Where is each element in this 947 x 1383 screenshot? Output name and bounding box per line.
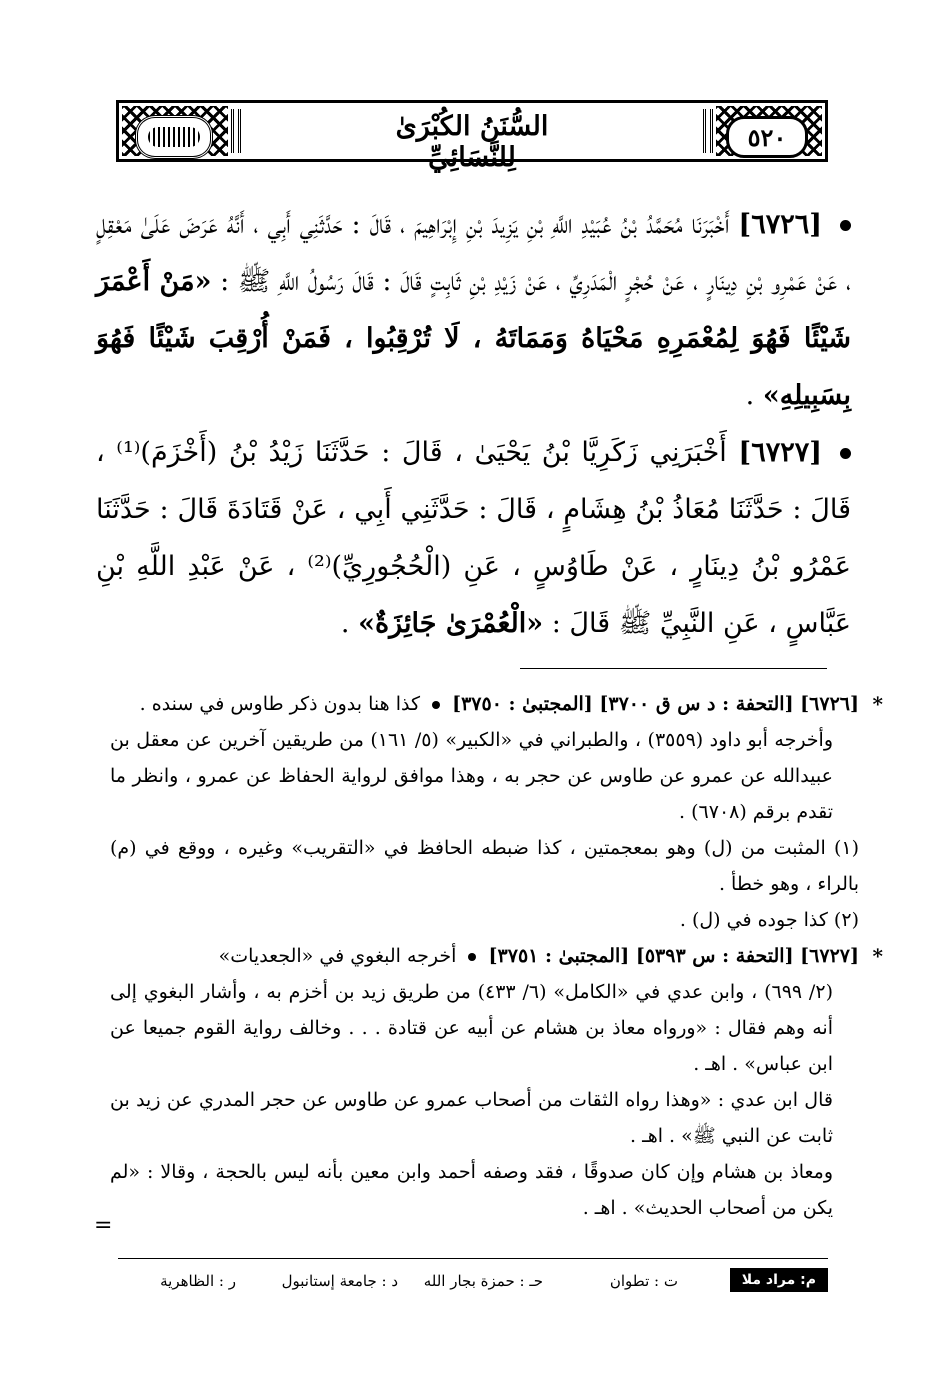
hadith-isnad: أَخْبَرَنَا مُحَمَّدُ بْنُ عُبَيْدِ اللَّهِ بْنِ يَزِيدَ بْنِ إِبْرَاهِيمَ ، قَالَ : حَدَّثَنِي أَبِي ، أَنَّهُ عَرَضَ عَلَىٰ مَعْقِلٍ ، عَنْ عَمْرِو بْنِ دِينَارٍ ، عَنْ حُجْرٍ الْمَدَرِيِّ ، عَنْ زَيْدِ بْنِ ثَابِتٍ قَالَ : قَالَ رَسُولُ اللَّهِ ﷺ : — [96, 209, 851, 297]
header-seal-emblem — [135, 115, 213, 159]
hadith-number: [٦٧٢٧] — [738, 437, 822, 468]
bullet-icon — [432, 701, 440, 709]
asterisk-icon: * — [872, 944, 883, 968]
siglum-d: د : جامعة إستانبول — [281, 1272, 398, 1290]
hadith-matn: «مَنْ أَعْمَرَ شَيْئًا فَهُوَ لِمُعْمَرِهِ مَحْيَاهُ وَمَمَاتَهُ ، لَا تُرْقِبُوا ، فَمَنْ أُرْقِبَ شَيْئًا فَهُوَ بِسَبِيلِهِ» — [96, 266, 851, 411]
note-text: أخرجه البغوي في «الجعديات» — [218, 945, 457, 967]
note-text: وأخرجه أبو داود (٣٥٥٩) ، والطبراني في «الكبير» (٥/ ١٦١) من طريقين آخرين عن معقل بن عبيدالله عن عمرو عن طاوس عن حجر به ، وهذا موافق لرواية الحفاظ عن عمرو ، وانظر ما تقدم برقم (٦٧٠٨) . — [110, 729, 834, 823]
hadith-matn: «الْعُمْرَىٰ جَائِزَةٌ» — [358, 608, 544, 639]
bullet-icon — [840, 220, 851, 231]
continuation-mark: = — [94, 1213, 113, 1238]
page-number: ٥٢٠ — [726, 116, 808, 158]
footnote-1: (١) المثبت من (ل) وهو بمعجمتين ، كذا ضبطه الحافظ في «التقريب» وغيره ، ووقع في (م) بالراء ، وهو خطأ . — [110, 837, 859, 895]
note-reference: [٦٧٢٧] [التحفة : س ٥٣٩٣] [المجتبىٰ : ٣٧٥١] — [488, 945, 859, 967]
takhrij-note-6727 — [110, 938, 883, 1226]
siglum-badge: م: مراد ملا — [730, 1268, 828, 1292]
hadith-isnad: أَخْبَرَنِي زَكَرِيَّا بْنُ يَحْيَىٰ ، قَالَ : حَدَّثَنَا زَيْدُ بْنُ (أَخْزَمَ)⁽¹⁾ ، قَالَ : حَدَّثَنَا مُعَاذُ بْنُ هِشَامٍ ، قَالَ : حَدَّثَنِي أَبِي ، عَنْ قَتَادَةَ قَالَ : حَدَّثَنَا عَمْرُو بْنُ دِينَارٍ ، عَنْ طَاوُسٍ ، عَنِ (الْحُجُورِيِّ)⁽²⁾ ، عَنْ عَبْدِ اللَّهِ بْنِ عَبَّاسٍ ، عَنِ النَّبِيِّ ﷺ قَالَ : — [96, 437, 851, 639]
note-text: (٢/ ٦٩٩) ، وابن عدي في «الكامل» (٦/ ٤٣٣) من طريق زيد بن أخزم به ، وأشار البغوي إلى أنه وهم فقال : «ورواه معاذ بن هشام عن أبيه عن قتادة . . . وخالف رواية القوم جميعا عن ابن عباس» . اهـ . — [110, 981, 833, 1075]
takhrij-note-6726 — [110, 686, 883, 830]
footnote-2: (٢) كذا جوده في (ل) . — [679, 909, 859, 931]
hadith-6727: [٦٧٢٧] أَخْبَرَنِي زَكَرِيَّا بْنُ يَحْيَىٰ ، قَالَ : حَدَّثَنَا زَيْدُ بْنُ (أَخْزَمَ)⁽¹⁾ ، قَالَ : حَدَّثَنَا مُعَاذُ بْنُ هِشَامٍ ، قَالَ : حَدَّثَنِي أَبِي ، عَنْ قَتَادَةَ قَالَ : حَدَّثَنَا عَمْرُو بْنُ دِينَارٍ ، عَنْ طَاوُسٍ ، عَنِ (الْحُجُورِيِّ)⁽²⁾ ، عَنْ عَبْدِ اللَّهِ بْنِ عَبَّاسٍ ، عَنِ النَّبِيِّ ﷺ قَالَ : «الْعُمْرَىٰ جَائِزَةٌ» . — [96, 437, 851, 639]
siglum-h: حـ : حمزة بجار الله — [423, 1272, 543, 1290]
note-reference: [٦٧٢٦] [التحفة : د س ق ٣٧٠٠] [المجتبىٰ : ٣٧٥٠] — [452, 693, 859, 715]
siglum-t: ت : تطوان — [609, 1272, 678, 1290]
footnote-separator — [520, 668, 827, 669]
header-ornament-right — [716, 106, 822, 156]
hadith-6726: [٦٧٢٦] أَخْبَرَنَا مُحَمَّدُ بْنُ عُبَيْدِ اللَّهِ بْنِ يَزِيدَ بْنِ إِبْرَاهِيمَ ، قَالَ : حَدَّثَنِي أَبِي ، أَنَّهُ عَرَضَ عَلَىٰ مَعْقِلٍ ، عَنْ عَمْرِو بْنِ دِينَارٍ ، عَنْ حُجْرٍ الْمَدَرِيِّ ، عَنْ زَيْدِ بْنِ ثَابِتٍ قَالَ : قَالَ رَسُولُ اللَّهِ ﷺ : «مَنْ أَعْمَرَ شَيْئًا فَهُوَ لِمُعْمَرِهِ مَحْيَاهُ وَمَمَاتَهُ ، لَا تُرْقِبُوا ، فَمَنْ أُرْقِبَ شَيْئًا فَهُوَ بِسَبِيلِهِ» . — [96, 209, 851, 411]
footer-separator — [118, 1258, 828, 1259]
note-text: قال ابن عدي : «وهذا رواه الثقات من أصحاب عمرو عن طاوس عن حجر المدري عن زيد بن ثابت عن النبي ﷺ» . اهـ . — [110, 1089, 833, 1147]
header-ornament-left — [122, 106, 228, 156]
manuscript-sigla-footer — [118, 1268, 828, 1298]
note-text: كذا هنا بدون ذكر طاوس في سنده . — [139, 693, 420, 715]
hadith-number: [٦٧٢٦] — [738, 209, 822, 240]
bullet-icon — [840, 448, 851, 459]
page-header — [116, 100, 828, 173]
asterisk-icon: * — [872, 692, 883, 716]
siglum-r: ر : الظاهرية — [160, 1272, 236, 1290]
bullet-icon — [468, 953, 476, 961]
header-divider — [703, 109, 713, 153]
note-text: ومعاذ بن هشام وإن كان صدوقًا ، فقد وصفه أحمد وابن معين بأنه ليس بالحجة ، وقالا : «لم يكن من أصحاب الحديث» . اهـ . — [110, 1161, 833, 1219]
footnotes — [110, 686, 883, 1226]
header-divider — [231, 109, 241, 153]
book-title: السُّنَنُ الكُبْرَىٰ لِلنَّسَائِيِّ — [395, 111, 549, 173]
